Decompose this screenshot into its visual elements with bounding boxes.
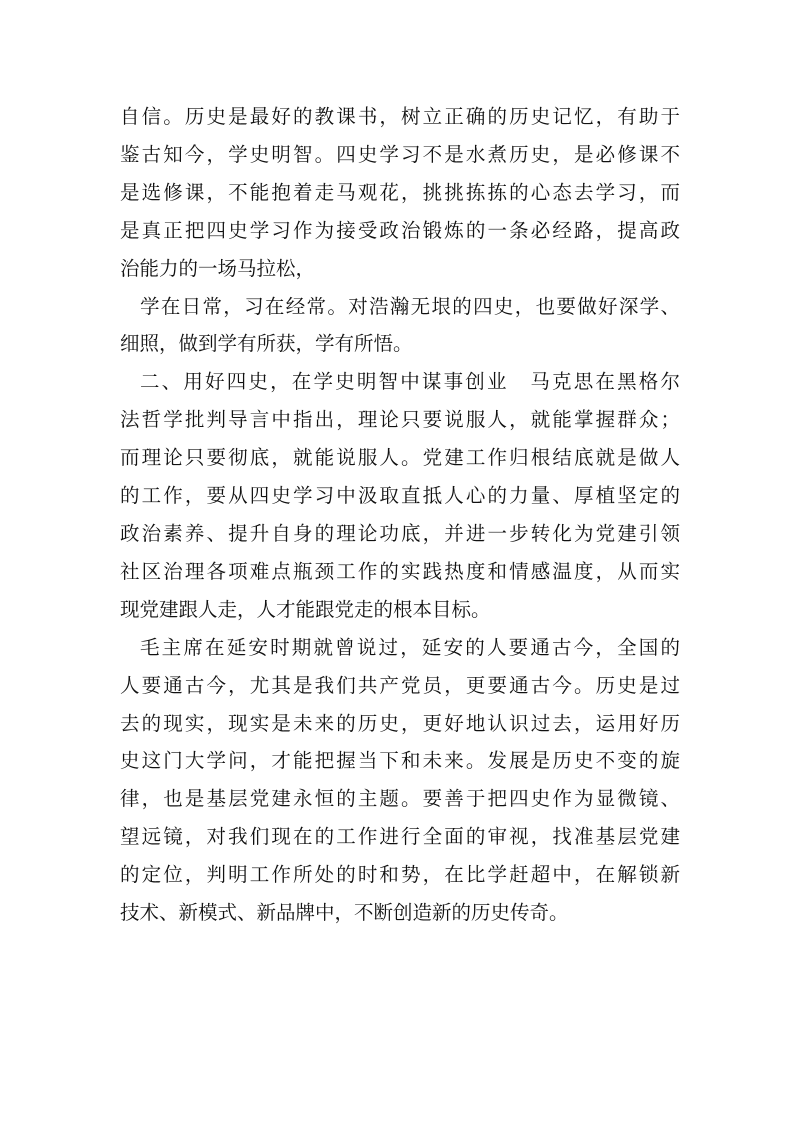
text-line: 的定位，判明工作所处的时和势，在比学赶超中，在解锁新 xyxy=(120,863,680,887)
text-line: 望远镜，对我们现在的工作进行全面的审视，找准基层党建 xyxy=(120,825,680,849)
text-line: 去的现实，现实是未来的历史，更好地认识过去，运用好历 xyxy=(120,711,680,735)
text-line: 政治素养、提升自身的理论功底，并进一步转化为党建引领 xyxy=(120,521,680,545)
text-line: 治能力的一场马拉松， xyxy=(120,256,316,280)
text-line: 社区治理各项难点瓶颈工作的实践热度和情感温度，从而实 xyxy=(120,559,680,583)
section-heading-line: 二、用好四史，在学史明智中谋事创业 马克思在黑格尔 xyxy=(140,370,680,394)
text-line: 的工作，要从四史学习中汲取直抵人心的力量、厚植坚定的 xyxy=(120,484,680,508)
text-line: 鉴古知今，学史明智。四史学习不是水煮历史，是必修课不 xyxy=(120,142,680,166)
document-body xyxy=(120,98,680,932)
text-line: 技术、新模式、新品牌中，不断创造新的历史传奇。 xyxy=(120,901,569,925)
text-line: 是真正把四史学习作为接受政治锻炼的一条必经路，提高政 xyxy=(120,218,680,242)
text-line: 而理论只要彻底，就能说服人。党建工作归根结底就是做人 xyxy=(120,446,680,470)
paragraph-first-line: 毛主席在延安时期就曾说过，延安的人要通古今，全国的 xyxy=(140,635,680,659)
text-line: 细照，做到学有所获，学有所悟。 xyxy=(120,332,413,356)
text-line: 法哲学批判导言中指出，理论只要说服人，就能掌握群众； xyxy=(120,408,680,432)
text-line: 现党建跟人走，人才能跟党走的根本目标。 xyxy=(120,597,491,621)
text-line: 是选修课，不能抱着走马观花，挑挑拣拣的心态去学习，而 xyxy=(120,180,680,204)
text-line: 律，也是基层党建永恒的主题。要善于把四史作为显微镜、 xyxy=(120,787,680,811)
text-line: 人要通古今，尤其是我们共产党员，更要通古今。历史是过 xyxy=(120,673,680,697)
text-line: 史这门大学问，才能把握当下和未来。发展是历史不变的旋 xyxy=(120,749,680,773)
paragraph-first-line: 学在日常，习在经常。对浩瀚无垠的四史，也要做好深学、 xyxy=(140,294,680,318)
text-line: 自信。历史是最好的教课书，树立正确的历史记忆，有助于 xyxy=(120,105,680,128)
